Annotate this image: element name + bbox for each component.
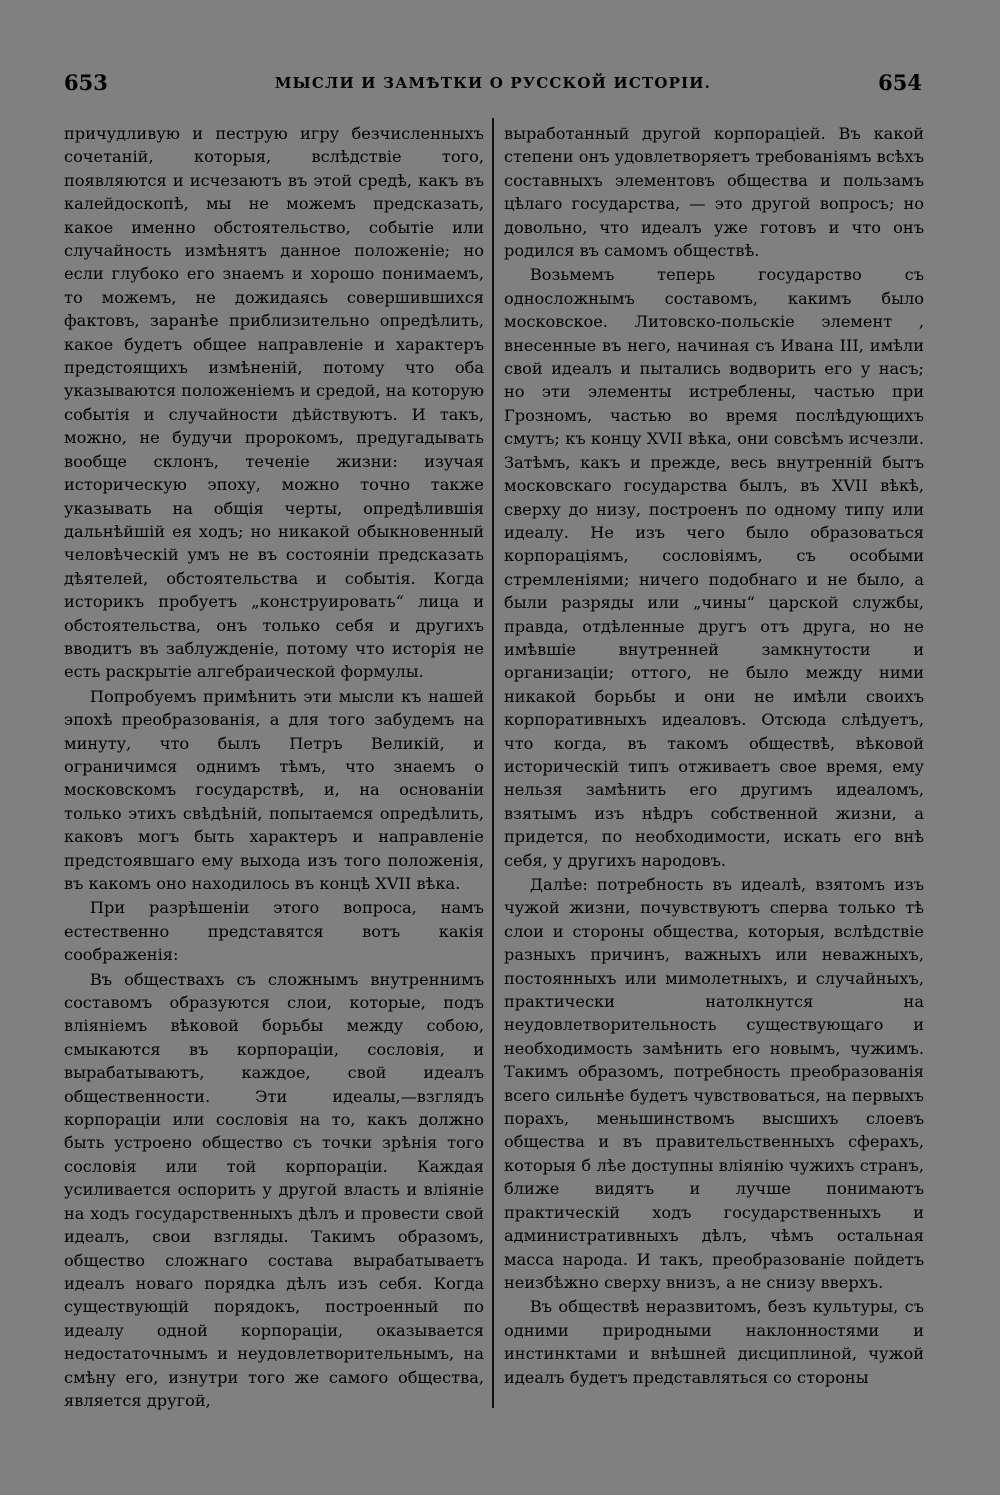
paragraph: выработанный другой корпораціей. Въ какой степени онъ удовлетворяетъ требованіямъ всѣхъ составныхъ элементовъ общества и пользамъ цѣлаго государства, — это другой вопросъ; но довольно, что идеалъ уже готовъ и что онъ родился въ самомъ обществѣ.: [504, 124, 924, 261]
paragraph: Далѣе: потребность въ идеалѣ, взятомъ изъ чужой жизни, почувствуютъ сперва только тѣ слои и стороны общества, которыя, вслѣдствіе разныхъ причинъ, важныхъ или неважныхъ, постоянныхъ или мимолетныхъ, и случайныхъ, практически натолкнутся на неудовлетворительность существующаго и необходимость замѣнить его новымъ, чужимъ. Такимъ образомъ, потребность преобразованія всего сильнѣе будетъ чувствоваться, на первыхъ порахъ, меньшинствомъ высшихъ слоевъ общества и въ правительственныхъ сферахъ, которыя б лѣе доступны вліянію чужихъ странъ, ближе видятъ и лучше понимаютъ практическій ходъ государственныхъ и административныхъ дѣлъ, чѣмъ остальная масса народа. И такъ, преобразованіе пойдетъ неизбѣжно сверху внизъ, а не снизу вверхъ.: [504, 875, 924, 1292]
paragraph: Возьмемъ теперь государство съ односложнымъ составомъ, какимъ было московское. Литовско-польскіе элемент , внесенные въ него, начиная съ Ивана III, имѣли свой идеалъ и пытались водворить его у насъ; но эти элементы истреблены, частью при Грозномъ, частью во время послѣдующихъ смутъ; къ концу XVII вѣка, они совсѣмъ исчезли. Затѣмъ, какъ и прежде, весь внутренній бытъ московскаго государства былъ, въ XVII вѣкѣ, сверху до низу, построенъ по одному типу или идеалу. Не изъ чего было образоваться корпораціямъ, сословіямъ, съ особыми стремленіями; ничего подобнаго и не было, а были разряды или „чины“ царской службы, правда, отдѣленные другъ отъ друга, но не имѣвшіе внутренней замкнутости и организаціи; оттого, не было между ними никакой борьбы и они не имѣли своихъ корпоративныхъ идеаловъ. Отсюда слѣдуетъ, что когда, въ такомъ обществѣ, вѣковой историческій типъ отживаетъ свое время, ему нельзя замѣнить его другимъ идеаломъ, взятымъ изъ нѣдръ собственной жизни, а придется, по необходимости, искать его внѣ себя, у другихъ народовъ.: [504, 265, 924, 870]
running-title: МЫСЛИ И ЗАМѢТКИ О РУССКОЙ ИСТОРІИ.: [274, 74, 712, 92]
paragraph: Въ обществахъ съ сложнымъ внутреннимъ составомъ образуются слои, которые, подъ вліяніемъ вѣковой борьбы между собою, смыкаются въ корпораціи, сословія, и вырабатываютъ, каждое, свой идеалъ общественности. Эти идеалы,—взглядъ корпораціи или сословія на то, какъ должно быть устроено общество съ точки зрѣнія того сословія или той корпораціи. Каждая усиливается оспорить у другой власть и вліяніе на ходъ государственныхъ дѣлъ и провести свой идеалъ, свои взгляды. Такимъ образомъ, общество сложнаго состава вырабатываетъ идеалъ новаго порядка дѣлъ изъ себя. Когда существующій порядокъ, построенный по идеалу одной корпораціи, оказывается недостаточнымъ и неудовлетворительнымъ, на смѣну его, изнутри того же самого общества, является другой,: [64, 969, 484, 1410]
left-column: [64, 122, 484, 1412]
right-column: [504, 122, 924, 1389]
page-number-right: 654: [878, 70, 922, 95]
running-header: [64, 70, 922, 100]
page-number-left: 653: [64, 70, 108, 95]
paragraph: причудливую и пеструю игру безчисленныхъ сочетаній, которыя, вслѣдствіе того, появляются и исчезаютъ въ этой средѣ, какъ въ калейдоскопѣ, мы не можемъ предсказать, какое именно обстоятельство, событіе или случайность измѣнятъ данное положеніе; но если глубоко его знаемъ и хорошо понимаемъ, то можемъ, не дожидаясь совершившихся фактовъ, заранѣе приблизительно опредѣлить, какое будетъ общее направленіе и характеръ предстоящихъ измѣненій, потому что оба указываются положеніемъ и средой, на которую событія и случайности дѣйствуютъ. И такъ, можно, не будучи пророкомъ, предугадывать вообще склонъ, теченіе жизни: изучая историческую эпоху, можно точно также указывать на общія черты, опредѣлившія дальнѣйшій ея ходъ; но никакой обыкновенный человѣческій умъ не въ состояніи предсказать дѣятелей, обстоятельства и событія. Когда историкъ пробуетъ „конструировать“ лица и обстоятельства, онъ только себя и другихъ вводитъ въ заблужденіе, потому что исторія не есть раскрытіе алгебраической формулы.: [64, 124, 484, 682]
column-divider: [492, 118, 494, 1408]
paragraph: При разрѣшеніи этого вопроса, намъ естественно представятся вотъ какія соображенія:: [64, 898, 484, 965]
paragraph: Въ обществѣ неразвитомъ, безъ культуры, съ одними природными наклонностями и инстинктами и внѣшней дисциплиной, чужой идеалъ будетъ представляться со стороны: [504, 1297, 924, 1387]
paragraph: Попробуемъ примѣнить эти мысли къ нашей эпохѣ преобразованія, а для того забудемъ на минуту, что былъ Петръ Великій, и ограничимся однимъ тѣмъ, что знаемъ о московскомъ государствѣ, и, на основаніи только этихъ свѣдѣній, попытаемся опредѣлить, каковъ могъ быть характеръ и направленіе предстоявшаго ему выхода изъ того положенія, въ какомъ оно находилось въ концѣ XVII вѣка.: [64, 686, 484, 893]
